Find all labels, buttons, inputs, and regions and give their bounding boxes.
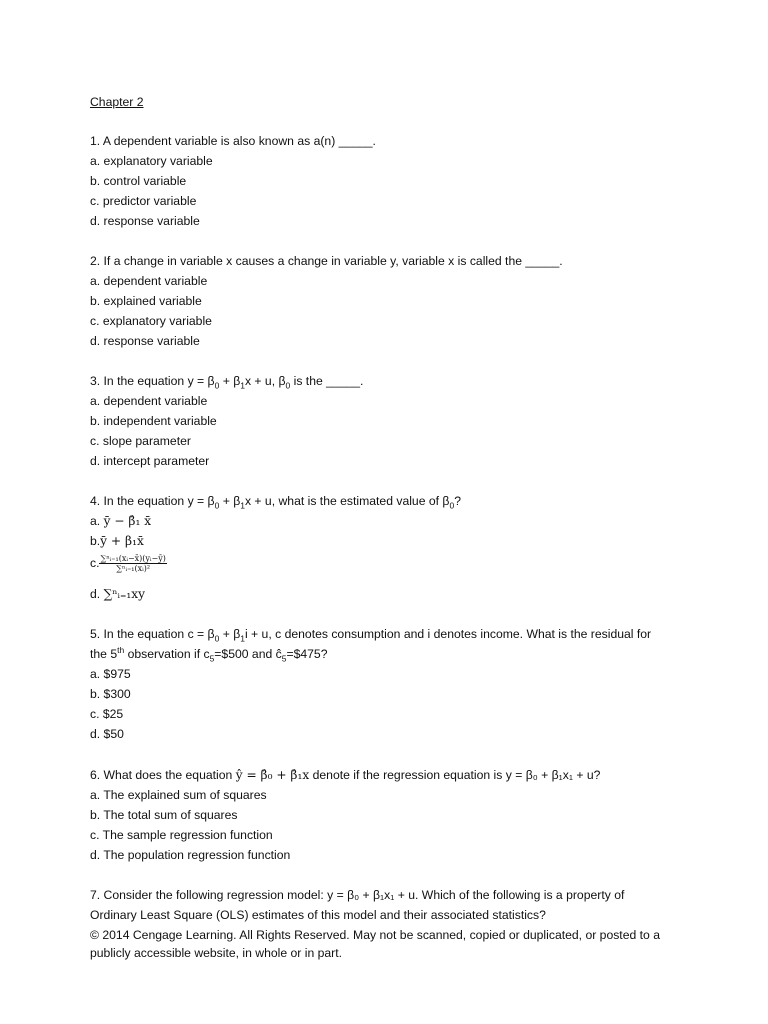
question-4-option-b: b.ȳ + β₁x̄ xyxy=(90,534,144,548)
question-6-option-a: a. The explained sum of squares xyxy=(90,788,267,802)
question-3-option-c: c. slope parameter xyxy=(90,434,191,448)
question-3-stem: 3. In the equation $y = \beta_0 + \beta_1x + u$, $\beta_0$ is the _____. xyxy=(90,374,364,391)
question-6-option-d: d. The population regression function xyxy=(90,848,291,862)
question-6-option-c: c. The sample regression function xyxy=(90,828,273,842)
question-1-stem: 1. A dependent variable is also known as a(n) _____. xyxy=(90,134,376,148)
question-5-stem-line-2: the 5th observation if $c_5=\$500$ and $ĉ_5=\$475$? xyxy=(90,644,328,664)
question-1-option-a: a. explanatory variable xyxy=(90,154,213,168)
question-4-option-a: a. ȳ − β̂₁ x̄ xyxy=(90,514,152,528)
question-6-option-b: b. The total sum of squares xyxy=(90,808,238,822)
question-5-stem-line-1: 5. In the equation $c = \beta_0 + \beta_1i + u$, c denotes consumption and i denotes income. What is the residual for xyxy=(90,627,652,644)
question-7-stem-line-2: Ordinary Least Square (OLS) estimates of this model and their associated statistics? xyxy=(90,908,546,922)
question-2-option-c: c. explanatory variable xyxy=(90,314,212,328)
question-6-stem: 6. What does the equation ŷ = β̂₀ + β̂₁x denote if the regression equation is y = β₀ + β₁x₁ + u? xyxy=(90,768,601,782)
question-1-option-d: d. response variable xyxy=(90,214,200,228)
question-1-option-c: c. predictor variable xyxy=(90,194,197,208)
question-2-option-a: a. dependent variable xyxy=(90,274,208,288)
question-2-stem: 2. If a change in variable x causes a change in variable y, variable x is called the _____. xyxy=(90,254,563,268)
question-5-option-b: b. $300 xyxy=(90,687,131,701)
question-7-stem-line-1: 7. Consider the following regression model: y = β₀ + β₁x₁ + u. Which of the following is a property of xyxy=(90,888,625,902)
question-4-option-c: c. $\frac{\text{∑ⁿᵢ₌₁(xᵢ−x̄)(yᵢ−ȳ)}}{\text{∑ⁿᵢ₌₁(xᵢ)²}}$ xyxy=(90,554,166,574)
question-4-option-d: d. ∑ⁿᵢ₌₁xy xyxy=(90,587,146,601)
question-1-option-b: b. control variable xyxy=(90,174,187,188)
question-3-option-a: a. dependent variable xyxy=(90,394,208,408)
copyright-line-1: © 2014 Cengage Learning. All Rights Reserved. May not be scanned, copied or duplicated, or posted to a xyxy=(90,928,660,942)
question-4-stem: 4. In the equation $y = \beta_0 + \beta_1x + u$, what is the estimated value of $\beta_0$? xyxy=(90,494,461,511)
question-2-option-d: d. response variable xyxy=(90,334,200,348)
fraction: $\frac{\text{∑ⁿᵢ₌₁(xᵢ−x̄)(yᵢ−ȳ)}}{\text{∑ⁿᵢ₌₁(xᵢ)²}}$ xyxy=(100,554,166,574)
question-3-option-b: b. independent variable xyxy=(90,414,217,428)
chapter-title: Chapter 2 xyxy=(90,95,144,109)
question-2-option-b: b. explained variable xyxy=(90,294,202,308)
copyright-line-2: publicly accessible website, in whole or in part. xyxy=(90,946,342,960)
question-5-option-c: c. $25 xyxy=(90,707,124,721)
question-5-option-a: a. $975 xyxy=(90,667,131,681)
question-5-option-d: d. $50 xyxy=(90,727,124,741)
question-3-option-d: d. intercept parameter xyxy=(90,454,210,468)
